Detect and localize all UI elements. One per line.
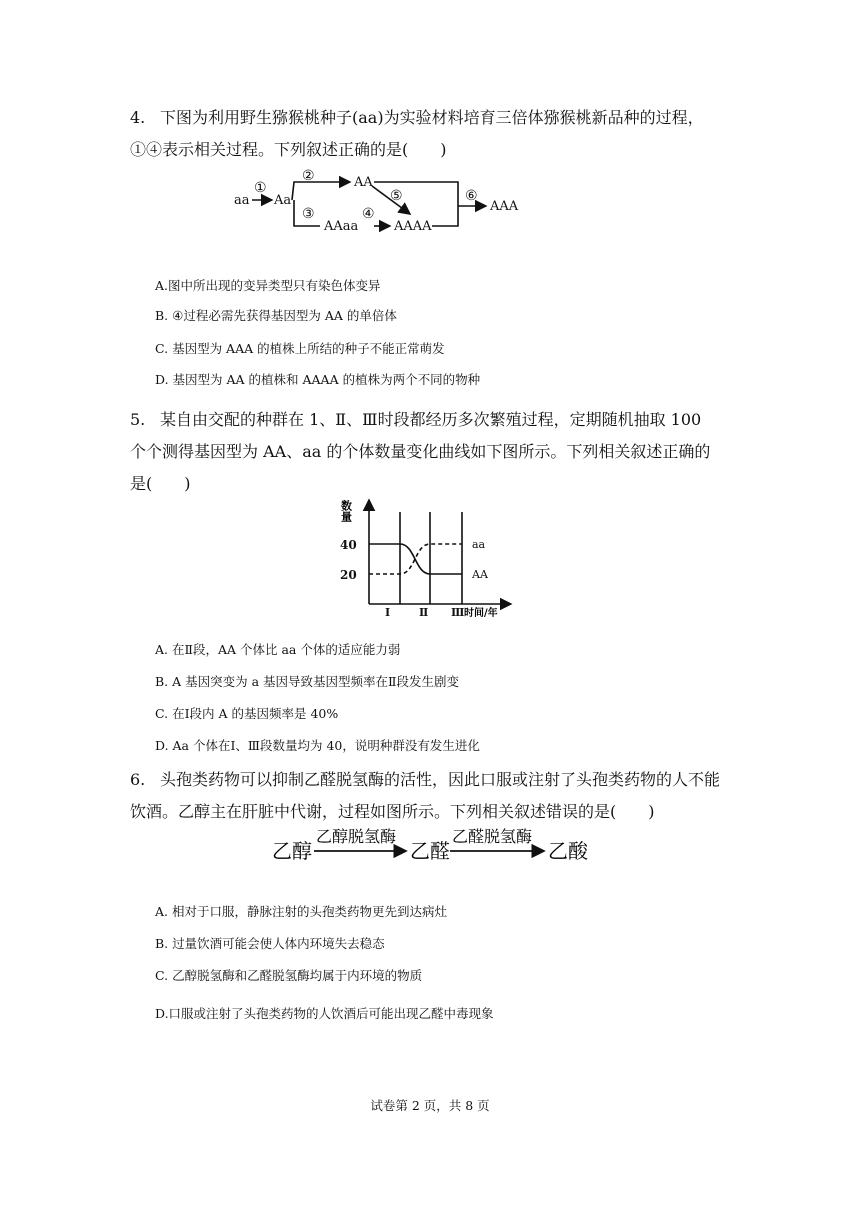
period-label: Ⅱ xyxy=(419,606,429,619)
step-4: ④ xyxy=(362,206,375,222)
y-tick-label: 40 xyxy=(340,538,357,552)
question-text: 下图为利用野生猕猴桃种子(aa)为实验材料培育三倍体猕猴桃新品种的过程，①④表示相关过程。下列叙述正确的是( ) xyxy=(130,108,704,159)
node-AAaa: AAaa xyxy=(324,219,359,234)
q5-option-d: D. Aa 个体在Ⅰ、Ⅲ段数量均为 40，说明种群没有发生进化 xyxy=(155,738,480,753)
node-AAA: AAA xyxy=(490,199,519,214)
y-axis-label: 数量 xyxy=(339,500,353,522)
q6-option-d: D.口服或注射了头孢类药物的人饮酒后可能出现乙醛中毒现象 xyxy=(155,1006,494,1021)
node-AAAA: AAAA xyxy=(394,219,432,234)
q4-option-d: D. 基因型为 AA 的植株和 AAAA 的植株为两个不同的物种 xyxy=(155,372,481,387)
q5-option-c: C. 在Ⅰ段内 A 的基因频率是 40% xyxy=(155,706,339,721)
series-line-AA xyxy=(369,544,462,574)
breeding-flow-diagram xyxy=(232,166,532,236)
series-label-aa: aa xyxy=(472,538,486,551)
step-5: ⑤ xyxy=(390,188,403,204)
page-footer: 试卷第 2 页，共 8 页 xyxy=(370,1098,490,1113)
question-6-stem xyxy=(130,764,720,828)
genotype-count-chart xyxy=(336,490,536,620)
question-5-stem xyxy=(130,404,720,500)
q4-option-a: A.图中所出现的变异类型只有染色体变异 xyxy=(155,278,381,293)
q4-option-b: B. ④过程必需先获得基因型为 AA 的单倍体 xyxy=(155,308,397,323)
series-label-AA: AA xyxy=(472,568,488,581)
node-AA: AA xyxy=(354,175,373,190)
period-label: Ⅲ xyxy=(451,606,465,619)
question-number: 5. xyxy=(130,410,146,429)
step-1: ① xyxy=(254,180,267,196)
step-2: ② xyxy=(302,168,315,184)
ethanol-pathway-diagram xyxy=(270,826,610,866)
question-number: 6. xyxy=(130,770,146,789)
question-text: 头孢类药物可以抑制乙醛脱氢酶的活性，因此口服或注射了头孢类药物的人不能饮酒。乙醇主在肝脏中代谢，过程如图所示。下列相关叙述错误的是( ) xyxy=(130,770,721,821)
substrate-ethanol: 乙醇 xyxy=(272,839,312,863)
q6-option-b: B. 过量饮酒可能会使人体内环境失去稳态 xyxy=(155,936,385,951)
substrate-acetic-acid: 乙酸 xyxy=(548,839,588,863)
x-axis-label: 时间/年 xyxy=(464,608,498,619)
question-4-stem xyxy=(130,102,720,166)
enzyme-aldh: 乙醛脱氢酶 xyxy=(452,827,533,846)
q6-option-c: C. 乙醇脱氢酶和乙醛脱氢酶均属于内环境的物质 xyxy=(155,968,423,983)
y-tick-label: 20 xyxy=(340,568,357,582)
question-number: 4. xyxy=(130,108,146,127)
step-6: ⑥ xyxy=(465,188,478,204)
step-3: ③ xyxy=(302,206,315,222)
q5-option-a: A. 在Ⅱ段，AA 个体比 aa 个体的适应能力弱 xyxy=(155,642,401,657)
question-text: 某自由交配的种群在 1、Ⅱ、Ⅲ时段都经历多次繁殖过程，定期随机抽取 100 个个测得基因型为 AA、aa 的个体数量变化曲线如下图所示。下列相关叙述正确的是( ) xyxy=(130,410,711,493)
period-label: Ⅰ xyxy=(385,606,391,619)
q6-option-a: A. 相对于口服，静脉注射的头孢类药物更先到达病灶 xyxy=(155,904,447,919)
q4-option-c: C. 基因型为 AAA 的植株上所结的种子不能正常萌发 xyxy=(155,341,445,356)
substrate-acetaldehyde: 乙醛 xyxy=(410,839,450,863)
node-aa: aa xyxy=(234,193,250,208)
q5-option-b: B. A 基因突变为 a 基因导致基因型频率在Ⅱ段发生剧变 xyxy=(155,674,460,689)
enzyme-adh: 乙醇脱氢酶 xyxy=(316,827,397,846)
node-Aa: Aa xyxy=(274,193,292,208)
